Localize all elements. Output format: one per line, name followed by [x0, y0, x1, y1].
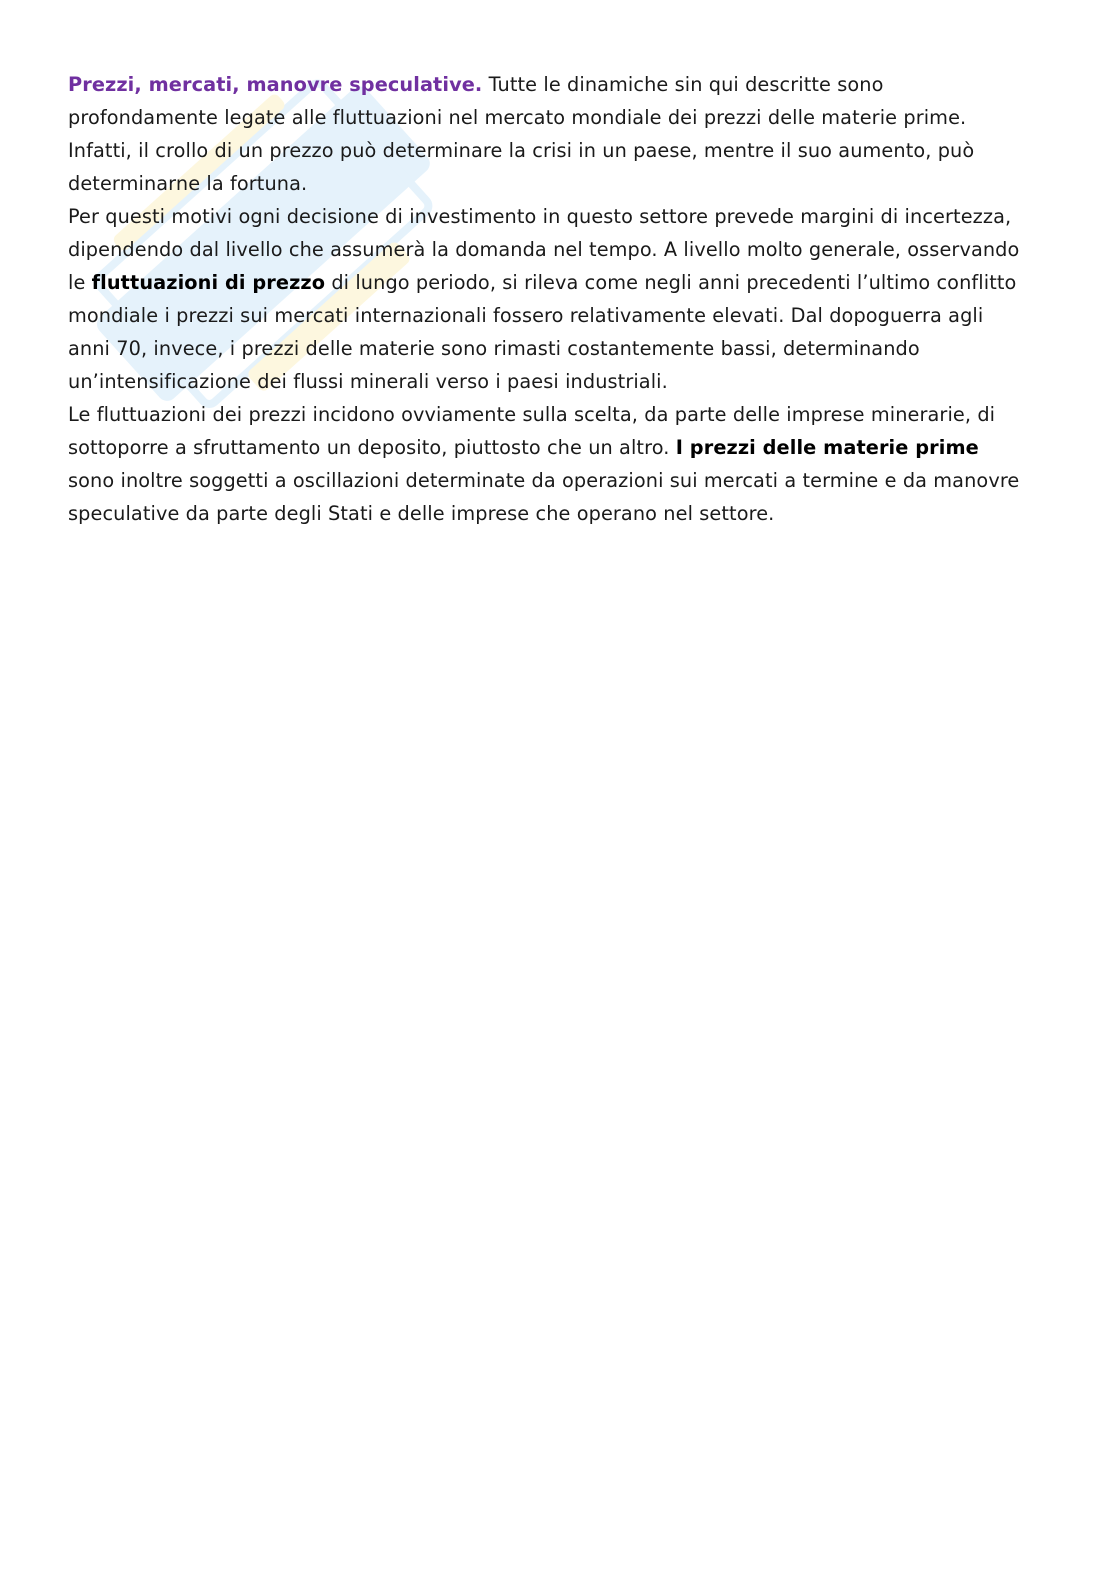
paragraph-text-after: sono inoltre soggetti a oscillazioni determinate da operazioni sui mercati a termine e da manovre speculative da parte degli Stati e delle imprese che operano nel settore.	[68, 469, 1020, 525]
paragraph-text-before: Per questi motivi ogni decisione di investimento in questo settore prevede margini di incertezza, dipendendo dal livello che assumerà la domanda nel tempo. A livello molto generale, osservando le	[68, 205, 1020, 294]
bold-term-prezzi-materie: I prezzi delle materie prime	[675, 436, 979, 459]
paragraph-text: Tutte le dinamiche sin qui descritte sono profondamente legate alle fluttuazioni nel mercato mondiale dei prezzi delle materie prime. Infatti, il crollo di un prezzo può determinare la crisi in un paese, mentre il suo aumento, può determinarne la fortuna.	[68, 73, 975, 195]
section-heading: Prezzi, mercati, manovre speculative.	[68, 73, 483, 96]
paragraph-prezzi-mercati	[68, 68, 1028, 200]
paragraph-fluttuazioni-prezzi	[68, 398, 1028, 530]
document-body	[68, 68, 1028, 530]
paragraph-investimento	[68, 200, 1028, 398]
paragraph-text-before: Le fluttuazioni dei prezzi incidono ovviamente sulla scelta, da parte delle imprese minerarie, di sottoporre a sfruttamento un deposito, piuttosto che un altro.	[68, 403, 996, 459]
paragraph-text-after: di lungo periodo, si rileva come negli anni precedenti l’ultimo conflitto mondiale i prezzi sui mercati internazionali fossero relativamente elevati. Dal dopoguerra agli anni 70, invece, i prezzi delle materie sono rimasti costantemente bassi, determinando un’intensificazione dei flussi minerali verso i paesi industriali.	[68, 271, 1017, 393]
bold-term-fluttuazioni: fluttuazioni di prezzo	[91, 271, 326, 294]
